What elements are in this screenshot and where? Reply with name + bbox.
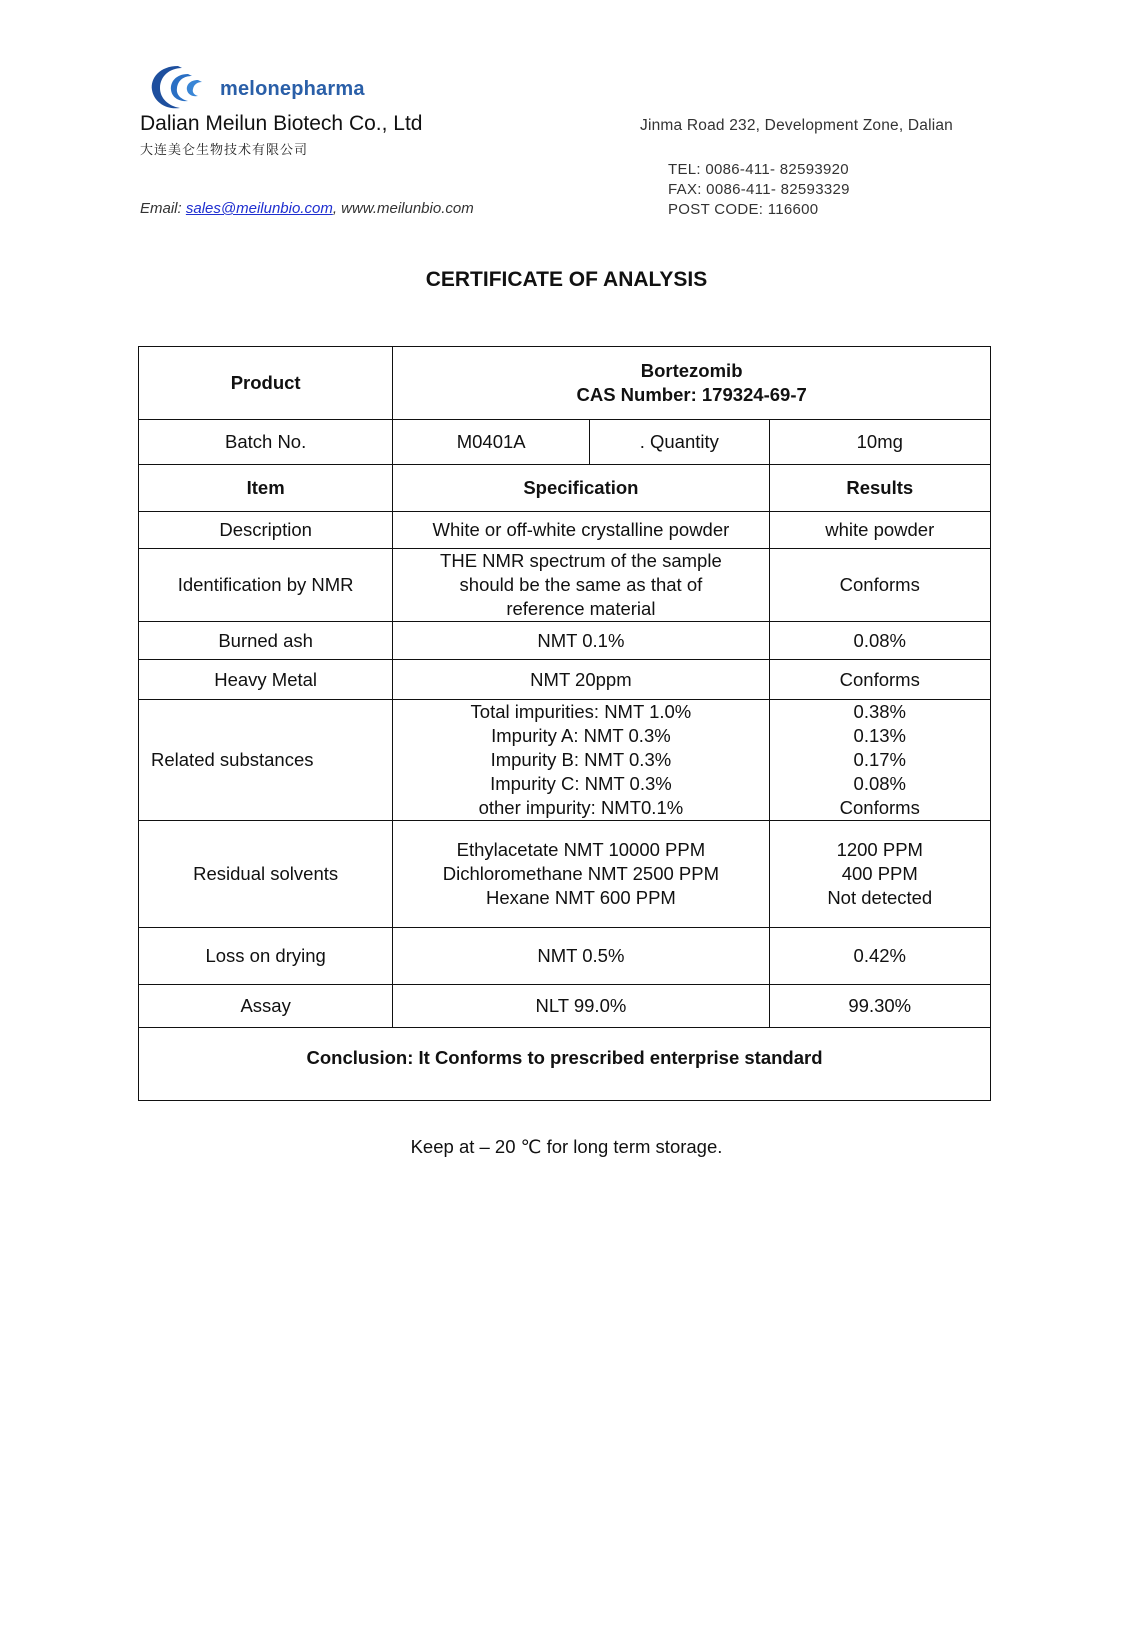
product-row	[139, 347, 991, 420]
item-cell: Related substances	[139, 700, 393, 821]
quantity-value: 10mg	[769, 420, 990, 465]
company-logo	[148, 62, 378, 112]
spec-line: White or off-white crystalline powder	[432, 519, 730, 540]
item-cell: Residual solvents	[139, 821, 393, 928]
company-name-chinese: 大连美仑生物技术有限公司	[140, 143, 309, 158]
result-cell	[769, 660, 990, 700]
item-cell: Description	[139, 512, 393, 549]
conclusion-text: Conclusion: It Conforms to prescribed enterprise standard	[139, 1028, 991, 1101]
spec-line: Ethylacetate NMT 10000 PPM	[456, 839, 706, 860]
spec-cell	[393, 622, 769, 660]
item-cell: Loss on drying	[139, 928, 393, 985]
result-cell	[769, 700, 990, 821]
spec-cell	[393, 700, 769, 821]
storage-note: Keep at – 20 ℃ for long term storage.	[410, 1136, 723, 1157]
result-cell	[769, 928, 990, 985]
email-link[interactable]: sales@meilunbio.com	[185, 200, 333, 217]
table-row	[139, 549, 991, 622]
item-cell: Heavy Metal	[139, 660, 393, 700]
contact-block	[668, 160, 850, 220]
result-line: 99.30%	[848, 995, 912, 1016]
spec-line: other impurity: NMT0.1%	[478, 797, 684, 818]
batch-row	[139, 420, 991, 465]
quantity-label: . Quantity	[590, 420, 769, 465]
spec-line: Impurity A: NMT 0.3%	[491, 725, 671, 746]
table-row	[139, 622, 991, 660]
result-cell	[769, 512, 990, 549]
email-label: Email:	[140, 200, 182, 217]
spec-line: reference material	[506, 598, 656, 619]
spec-line: Impurity C: NMT 0.3%	[490, 773, 672, 794]
company-name: Dalian Meilun Biotech Co., Ltd	[140, 112, 423, 135]
result-line: white powder	[825, 519, 935, 540]
item-cell: Assay	[139, 985, 393, 1028]
result-line: 0.13%	[853, 725, 906, 746]
result-cell	[769, 549, 990, 622]
website-text: , www.meilunbio.com	[332, 200, 474, 217]
result-line: Not detected	[827, 887, 933, 908]
product-cell	[393, 347, 991, 420]
result-line: 0.08%	[853, 773, 906, 794]
spec-line: Dichloromethane NMT 2500 PPM	[442, 863, 720, 884]
logo-text: melonepharma	[220, 78, 365, 100]
result-line: 0.38%	[853, 701, 906, 722]
spec-cell	[393, 985, 769, 1028]
table-row	[139, 700, 991, 821]
table-row	[139, 985, 991, 1028]
spec-line: Total impurities: NMT 1.0%	[470, 701, 692, 722]
result-line: 0.42%	[853, 945, 906, 966]
header-item: Item	[139, 465, 393, 512]
post-code-line: POST CODE: 116600	[668, 201, 819, 218]
spec-line: NMT 20ppm	[530, 668, 632, 690]
spec-cell	[393, 512, 769, 549]
result-line: Conforms	[839, 797, 920, 818]
spec-cell	[393, 660, 769, 700]
spec-line: should be the same as that of	[459, 574, 703, 595]
result-cell	[769, 821, 990, 928]
result-cell	[769, 622, 990, 660]
table-row	[139, 928, 991, 985]
spec-line: Hexane NMT 600 PPM	[485, 887, 676, 908]
result-line: 1200 PPM	[836, 839, 923, 860]
spec-cell	[393, 821, 769, 928]
document-title: CERTIFICATE OF ANALYSIS	[425, 268, 708, 291]
table-row	[139, 512, 991, 549]
header-results: Results	[769, 465, 990, 512]
fax-line: FAX: 0086-411- 82593329	[668, 181, 850, 198]
company-address: Jinma Road 232, Development Zone, Dalian	[640, 117, 954, 134]
product-name: Bortezomib	[640, 360, 743, 381]
header-specification: Specification	[393, 465, 769, 512]
conclusion-row	[139, 1028, 991, 1101]
table-row	[139, 821, 991, 928]
result-line: 0.08%	[853, 629, 906, 651]
analysis-table	[138, 346, 991, 1101]
spec-cell	[393, 928, 769, 985]
tel-line: TEL: 0086-411- 82593920	[668, 161, 849, 178]
item-cell: Burned ash	[139, 622, 393, 660]
result-cell	[769, 985, 990, 1028]
batch-value: M0401A	[393, 420, 590, 465]
result-line: 0.17%	[853, 749, 906, 770]
result-line: Conforms	[839, 574, 920, 595]
spec-line: NMT 0.1%	[537, 629, 625, 651]
spec-line: NLT 99.0%	[535, 995, 627, 1016]
product-label: Product	[139, 347, 393, 420]
table-row	[139, 660, 991, 700]
batch-label: Batch No.	[139, 420, 393, 465]
result-line: Conforms	[839, 668, 920, 690]
result-line: 400 PPM	[841, 863, 918, 884]
spec-cell	[393, 549, 769, 622]
logo-swirl-icon	[148, 62, 218, 112]
header-row	[139, 465, 991, 512]
cas-number: CAS Number: 179324-69-7	[576, 384, 807, 405]
spec-line: NMT 0.5%	[537, 945, 625, 966]
spec-line: Impurity B: NMT 0.3%	[490, 749, 672, 770]
email-line	[140, 200, 474, 217]
spec-line: THE NMR spectrum of the sample	[440, 550, 722, 571]
item-cell: Identification by NMR	[139, 549, 393, 622]
